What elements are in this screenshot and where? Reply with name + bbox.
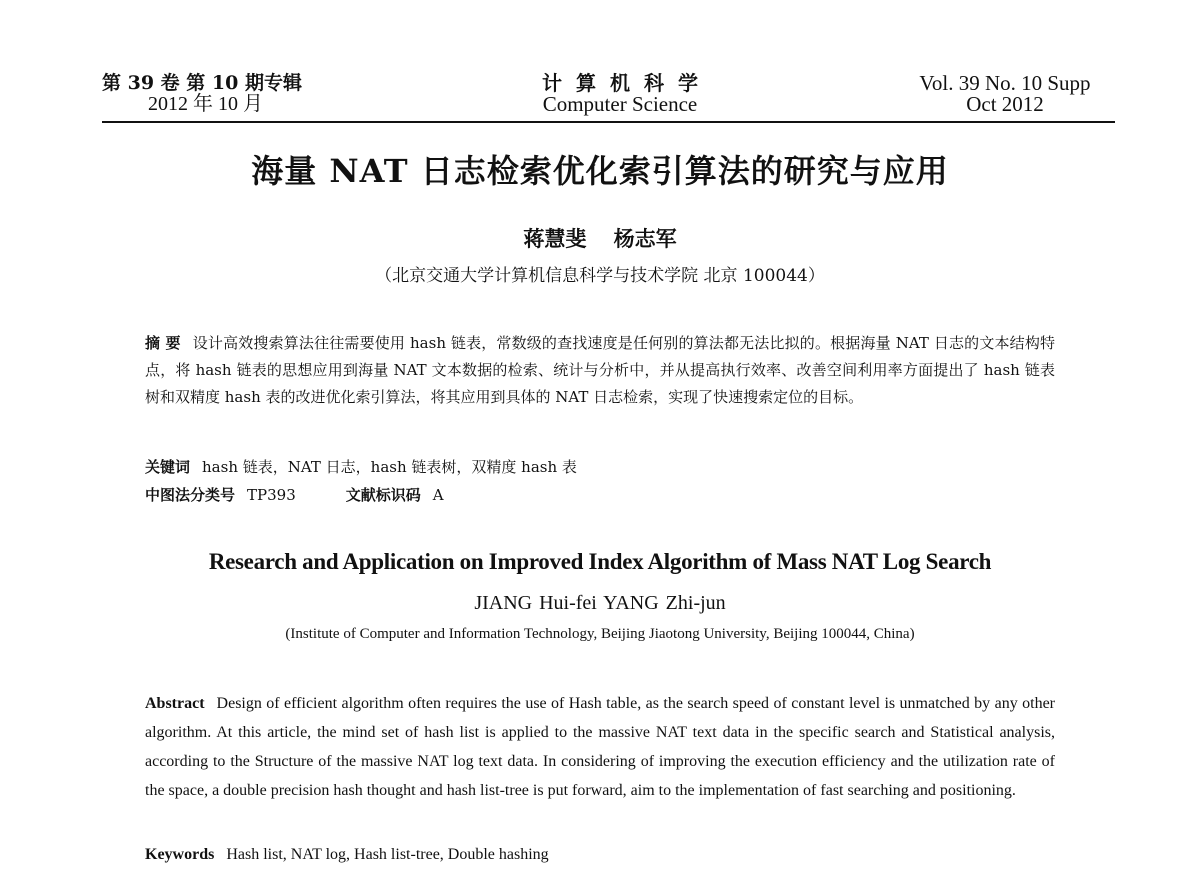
journal-issue-info bbox=[102, 73, 302, 115]
clc-label: 中图法分类号 bbox=[145, 486, 236, 504]
keywords-en bbox=[145, 843, 549, 867]
authors-en: JIANG Hui-fei YANG Zhi-jun bbox=[474, 592, 726, 614]
abstract-cn-text: 设计高效搜索算法往往需要使用 hash 链表，常数级的查找速度是任何别的算法都无法比拟的。根据海量 NAT 日志的文本结构特点，将 hash 链表的思想应用到海量 NAT 文本数据的检索、统计与分析中，并从提高执行效率、改善空间利用率方面提出了 hash 链表树和双精度 hash 表的改进优化索引算法，将其应用到具体的 NAT 日志检索，实现了快速搜索定位的目标。 bbox=[145, 334, 1055, 406]
journal-issue-info-en bbox=[880, 73, 1130, 115]
doc-code-value: A bbox=[432, 486, 444, 504]
affiliation-en: (Institute of Computer and Information Technology, Beijing Jiaotong University, Beijing 100044, China) bbox=[285, 626, 915, 642]
abstract-en-text: Design of efficient algorithm often requires the use of Hash table, as the search speed of constant level is unmatched by any other algorithm. At this article, the mind set of hash list is applied to the massive NAT text data in the specific search and Statistical analysis, according to the Structure of the massive NAT log text data. In considering of improving the execution efficiency and the utilization rate of the space, a double precision hash thought and hash list-tree is put forward, aim to the implementation of fast searching and positioning. bbox=[145, 695, 1055, 799]
abstract-cn bbox=[145, 330, 1055, 411]
journal-name-cn: 计算机科学 bbox=[542, 71, 712, 95]
affiliation-cn: （北京交通大学计算机信息科学与技术学院 北京 100044） bbox=[375, 266, 825, 286]
journal-name-en: Computer Science bbox=[542, 92, 698, 116]
doc-code-label: 文献标识码 bbox=[345, 486, 421, 504]
keywords-cn-text: hash 链表，NAT 日志，hash 链表树，双精度 hash 表 bbox=[202, 458, 577, 476]
keywords-en-text: Hash list, NAT log, Hash list-tree, Double hashing bbox=[226, 846, 549, 863]
issue-date-en: Oct 2012 bbox=[966, 92, 1044, 116]
authors-cn: 蒋慧斐 杨志军 bbox=[523, 226, 677, 251]
classification bbox=[145, 481, 577, 509]
abstract-en bbox=[145, 689, 1055, 805]
keywords-cn-label: 关键词 bbox=[145, 458, 191, 476]
volume-en: Vol. 39 No. 10 Supp bbox=[919, 71, 1091, 95]
clc-value: TP393 bbox=[247, 486, 296, 504]
paper-title-en: Research and Application on Improved Index Algorithm of Mass NAT Log Search bbox=[208, 549, 992, 574]
abstract-en-label: Abstract bbox=[145, 695, 205, 712]
journal-name bbox=[500, 73, 740, 115]
paper-title-cn: 海量 NAT 日志检索优化索引算法的研究与应用 bbox=[251, 152, 949, 190]
issue-volume: 第 39 卷 第 10 期专辑 bbox=[102, 72, 302, 94]
issue-date-cn: 2012 年 10 月 bbox=[148, 93, 263, 115]
metadata-cn bbox=[145, 453, 577, 509]
header-rule bbox=[102, 121, 1115, 123]
keywords-cn bbox=[145, 453, 577, 481]
abstract-cn-label: 摘 要 bbox=[145, 334, 181, 352]
keywords-en-label: Keywords bbox=[145, 846, 215, 863]
